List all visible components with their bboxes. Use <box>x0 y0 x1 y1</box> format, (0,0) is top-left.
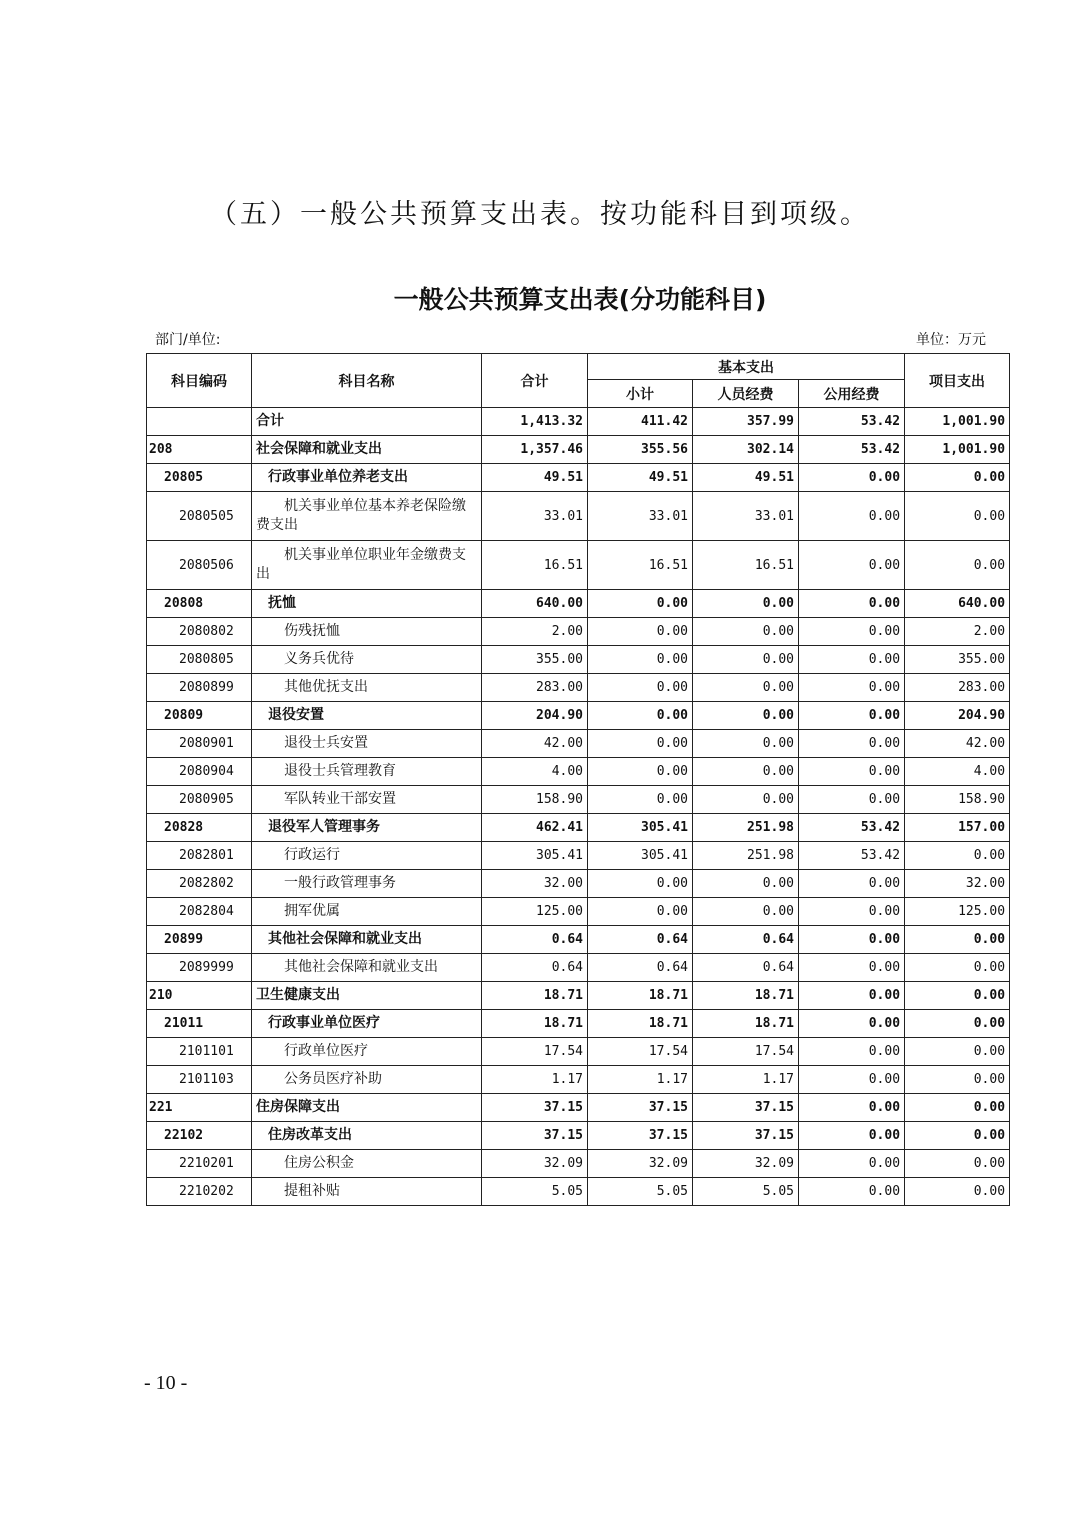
cell-total: 283.00 <box>482 674 588 702</box>
cell-name: 退役士兵管理教育 <box>252 758 482 786</box>
col-header-name: 科目名称 <box>252 354 482 408</box>
cell-project: 158.90 <box>905 786 1010 814</box>
cell-name: 军队转业干部安置 <box>252 786 482 814</box>
cell-subtotal: 411.42 <box>588 408 693 436</box>
cell-subtotal: 32.09 <box>588 1150 693 1178</box>
cell-subtotal: 18.71 <box>588 1010 693 1038</box>
table-row <box>147 408 1010 436</box>
cell-name: 行政运行 <box>252 842 482 870</box>
cell-total: 4.00 <box>482 758 588 786</box>
col-header-project: 项目支出 <box>905 354 1010 408</box>
cell-name: 公务员医疗补助 <box>252 1066 482 1094</box>
cell-code: 2089999 <box>147 954 252 982</box>
cell-personnel: 0.00 <box>693 730 799 758</box>
cell-subtotal: 0.00 <box>588 730 693 758</box>
cell-personnel: 302.14 <box>693 436 799 464</box>
cell-public: 53.42 <box>799 814 905 842</box>
cell-public: 0.00 <box>799 1010 905 1038</box>
cell-subtotal: 305.41 <box>588 842 693 870</box>
cell-code: 20808 <box>147 590 252 618</box>
cell-personnel: 0.00 <box>693 702 799 730</box>
table-row <box>147 646 1010 674</box>
cell-total: 17.54 <box>482 1038 588 1066</box>
cell-public: 0.00 <box>799 590 905 618</box>
cell-public: 0.00 <box>799 1178 905 1206</box>
cell-personnel: 16.51 <box>693 541 799 590</box>
cell-code: 21011 <box>147 1010 252 1038</box>
cell-total: 1.17 <box>482 1066 588 1094</box>
cell-code: 2080899 <box>147 674 252 702</box>
cell-subtotal: 49.51 <box>588 464 693 492</box>
cell-name: 退役士兵安置 <box>252 730 482 758</box>
cell-public: 0.00 <box>799 730 905 758</box>
table-row <box>147 786 1010 814</box>
cell-subtotal: 18.71 <box>588 982 693 1010</box>
cell-total: 0.64 <box>482 926 588 954</box>
cell-public: 0.00 <box>799 1094 905 1122</box>
cell-code: 2082804 <box>147 898 252 926</box>
cell-total: 18.71 <box>482 982 588 1010</box>
cell-code: 22102 <box>147 1122 252 1150</box>
cell-total: 305.41 <box>482 842 588 870</box>
cell-total: 204.90 <box>482 702 588 730</box>
cell-subtotal: 0.00 <box>588 898 693 926</box>
cell-project: 0.00 <box>905 982 1010 1010</box>
cell-total: 5.05 <box>482 1178 588 1206</box>
cell-total: 32.00 <box>482 870 588 898</box>
table-body <box>147 408 1010 1206</box>
cell-public: 0.00 <box>799 982 905 1010</box>
page-number: - 10 - <box>144 1372 188 1394</box>
cell-total: 37.15 <box>482 1094 588 1122</box>
cell-public: 0.00 <box>799 1122 905 1150</box>
cell-public: 0.00 <box>799 1150 905 1178</box>
cell-subtotal: 37.15 <box>588 1094 693 1122</box>
cell-code: 20805 <box>147 464 252 492</box>
col-header-personnel: 人员经费 <box>693 380 799 408</box>
cell-subtotal: 355.56 <box>588 436 693 464</box>
cell-total: 16.51 <box>482 541 588 590</box>
cell-total: 18.71 <box>482 1010 588 1038</box>
table-row <box>147 1038 1010 1066</box>
cell-subtotal: 0.00 <box>588 674 693 702</box>
cell-public: 0.00 <box>799 702 905 730</box>
cell-subtotal: 0.64 <box>588 926 693 954</box>
cell-project: 1,001.90 <box>905 408 1010 436</box>
cell-personnel: 18.71 <box>693 1010 799 1038</box>
table-row <box>147 842 1010 870</box>
table-row <box>147 1094 1010 1122</box>
cell-project: 157.00 <box>905 814 1010 842</box>
cell-public: 0.00 <box>799 870 905 898</box>
cell-project: 0.00 <box>905 464 1010 492</box>
cell-code: 221 <box>147 1094 252 1122</box>
cell-public: 53.42 <box>799 408 905 436</box>
cell-name: 机关事业单位基本养老保险缴费支出 <box>252 492 482 541</box>
cell-project: 0.00 <box>905 1150 1010 1178</box>
cell-subtotal: 305.41 <box>588 814 693 842</box>
cell-code <box>147 408 252 436</box>
cell-subtotal: 33.01 <box>588 492 693 541</box>
cell-public: 0.00 <box>799 464 905 492</box>
cell-total: 462.41 <box>482 814 588 842</box>
cell-name: 机关事业单位职业年金缴费支出 <box>252 541 482 590</box>
cell-code: 2080904 <box>147 758 252 786</box>
table-row <box>147 1066 1010 1094</box>
table-row <box>147 541 1010 590</box>
cell-subtotal: 0.00 <box>588 646 693 674</box>
cell-code: 208 <box>147 436 252 464</box>
cell-name: 住房保障支出 <box>252 1094 482 1122</box>
table-row <box>147 1122 1010 1150</box>
cell-name: 合计 <box>252 408 482 436</box>
cell-code: 20828 <box>147 814 252 842</box>
cell-code: 2080805 <box>147 646 252 674</box>
col-header-code: 科目编码 <box>147 354 252 408</box>
cell-public: 0.00 <box>799 646 905 674</box>
cell-name: 卫生健康支出 <box>252 982 482 1010</box>
cell-public: 0.00 <box>799 898 905 926</box>
cell-name: 其他社会保障和就业支出 <box>252 926 482 954</box>
cell-public: 0.00 <box>799 1066 905 1094</box>
cell-project: 1,001.90 <box>905 436 1010 464</box>
cell-code: 2080505 <box>147 492 252 541</box>
cell-subtotal: 0.00 <box>588 618 693 646</box>
table-row <box>147 758 1010 786</box>
cell-code: 2101101 <box>147 1038 252 1066</box>
cell-name: 一般行政管理事务 <box>252 870 482 898</box>
cell-personnel: 1.17 <box>693 1066 799 1094</box>
cell-project: 0.00 <box>905 1066 1010 1094</box>
cell-subtotal: 17.54 <box>588 1038 693 1066</box>
cell-project: 0.00 <box>905 842 1010 870</box>
cell-project: 0.00 <box>905 1178 1010 1206</box>
table-row <box>147 954 1010 982</box>
department-label: 部门/单位: <box>155 332 221 348</box>
cell-name: 义务兵优待 <box>252 646 482 674</box>
cell-total: 1,357.46 <box>482 436 588 464</box>
cell-total: 355.00 <box>482 646 588 674</box>
cell-total: 37.15 <box>482 1122 588 1150</box>
cell-project: 0.00 <box>905 954 1010 982</box>
table-row <box>147 590 1010 618</box>
cell-personnel: 37.15 <box>693 1094 799 1122</box>
cell-total: 640.00 <box>482 590 588 618</box>
cell-public: 0.00 <box>799 492 905 541</box>
cell-public: 53.42 <box>799 436 905 464</box>
cell-name: 其他优抚支出 <box>252 674 482 702</box>
cell-personnel: 33.01 <box>693 492 799 541</box>
table-row <box>147 926 1010 954</box>
table-row <box>147 464 1010 492</box>
cell-name: 伤残抚恤 <box>252 618 482 646</box>
cell-personnel: 32.09 <box>693 1150 799 1178</box>
cell-personnel: 0.00 <box>693 618 799 646</box>
cell-personnel: 49.51 <box>693 464 799 492</box>
cell-project: 0.00 <box>905 541 1010 590</box>
col-header-subtotal: 小计 <box>588 380 693 408</box>
cell-public: 0.00 <box>799 954 905 982</box>
cell-name: 退役安置 <box>252 702 482 730</box>
cell-project: 283.00 <box>905 674 1010 702</box>
cell-name: 行政单位医疗 <box>252 1038 482 1066</box>
cell-subtotal: 0.00 <box>588 786 693 814</box>
table-title: 一般公共预算支出表(分功能科目) <box>393 285 767 314</box>
cell-subtotal: 0.00 <box>588 870 693 898</box>
cell-subtotal: 37.15 <box>588 1122 693 1150</box>
cell-project: 0.00 <box>905 492 1010 541</box>
cell-code: 2080901 <box>147 730 252 758</box>
table-row <box>147 898 1010 926</box>
cell-project: 2.00 <box>905 618 1010 646</box>
unit-label: 单位：万元 <box>916 332 986 348</box>
section-heading: （五）一般公共预算支出表。按功能科目到项级。 <box>210 199 870 230</box>
cell-project: 204.90 <box>905 702 1010 730</box>
cell-total: 42.00 <box>482 730 588 758</box>
col-header-public: 公用经费 <box>799 380 905 408</box>
cell-name: 住房公积金 <box>252 1150 482 1178</box>
cell-subtotal: 0.64 <box>588 954 693 982</box>
cell-total: 0.64 <box>482 954 588 982</box>
cell-total: 2.00 <box>482 618 588 646</box>
cell-code: 2210201 <box>147 1150 252 1178</box>
cell-name: 抚恤 <box>252 590 482 618</box>
table-row <box>147 618 1010 646</box>
col-header-total: 合计 <box>482 354 588 408</box>
cell-subtotal: 0.00 <box>588 702 693 730</box>
cell-personnel: 251.98 <box>693 814 799 842</box>
cell-project: 32.00 <box>905 870 1010 898</box>
cell-total: 49.51 <box>482 464 588 492</box>
cell-personnel: 0.64 <box>693 926 799 954</box>
table-row <box>147 492 1010 541</box>
cell-project: 0.00 <box>905 1094 1010 1122</box>
cell-total: 158.90 <box>482 786 588 814</box>
cell-personnel: 5.05 <box>693 1178 799 1206</box>
cell-code: 2210202 <box>147 1178 252 1206</box>
cell-public: 0.00 <box>799 674 905 702</box>
table-row <box>147 1010 1010 1038</box>
table-row <box>147 674 1010 702</box>
cell-subtotal: 5.05 <box>588 1178 693 1206</box>
cell-project: 0.00 <box>905 1010 1010 1038</box>
cell-personnel: 357.99 <box>693 408 799 436</box>
cell-public: 0.00 <box>799 786 905 814</box>
cell-name: 其他社会保障和就业支出 <box>252 954 482 982</box>
cell-code: 2080506 <box>147 541 252 590</box>
cell-project: 0.00 <box>905 1038 1010 1066</box>
cell-project: 355.00 <box>905 646 1010 674</box>
cell-code: 20809 <box>147 702 252 730</box>
cell-public: 53.42 <box>799 842 905 870</box>
cell-public: 0.00 <box>799 926 905 954</box>
budget-table <box>146 353 1010 1206</box>
cell-name: 提租补贴 <box>252 1178 482 1206</box>
cell-personnel: 37.15 <box>693 1122 799 1150</box>
cell-code: 2082802 <box>147 870 252 898</box>
cell-public: 0.00 <box>799 758 905 786</box>
table-row <box>147 436 1010 464</box>
cell-personnel: 17.54 <box>693 1038 799 1066</box>
cell-project: 42.00 <box>905 730 1010 758</box>
cell-name: 行政事业单位医疗 <box>252 1010 482 1038</box>
cell-subtotal: 0.00 <box>588 590 693 618</box>
cell-code: 2080802 <box>147 618 252 646</box>
cell-personnel: 0.00 <box>693 758 799 786</box>
cell-name: 住房改革支出 <box>252 1122 482 1150</box>
cell-name: 行政事业单位养老支出 <box>252 464 482 492</box>
cell-code: 2101103 <box>147 1066 252 1094</box>
cell-total: 1,413.32 <box>482 408 588 436</box>
cell-personnel: 251.98 <box>693 842 799 870</box>
cell-code: 210 <box>147 982 252 1010</box>
cell-personnel: 0.00 <box>693 898 799 926</box>
cell-personnel: 0.00 <box>693 786 799 814</box>
cell-public: 0.00 <box>799 1038 905 1066</box>
cell-total: 32.09 <box>482 1150 588 1178</box>
cell-name: 退役军人管理事务 <box>252 814 482 842</box>
cell-code: 20899 <box>147 926 252 954</box>
col-header-basic: 基本支出 <box>588 354 905 380</box>
cell-subtotal: 1.17 <box>588 1066 693 1094</box>
cell-project: 0.00 <box>905 1122 1010 1150</box>
cell-subtotal: 16.51 <box>588 541 693 590</box>
cell-code: 2082801 <box>147 842 252 870</box>
cell-name: 拥军优属 <box>252 898 482 926</box>
cell-personnel: 0.00 <box>693 646 799 674</box>
cell-code: 2080905 <box>147 786 252 814</box>
table-row <box>147 814 1010 842</box>
cell-total: 125.00 <box>482 898 588 926</box>
cell-name: 社会保障和就业支出 <box>252 436 482 464</box>
table-row <box>147 730 1010 758</box>
cell-project: 0.00 <box>905 926 1010 954</box>
cell-project: 125.00 <box>905 898 1010 926</box>
cell-personnel: 0.64 <box>693 954 799 982</box>
cell-project: 640.00 <box>905 590 1010 618</box>
cell-personnel: 0.00 <box>693 674 799 702</box>
cell-public: 0.00 <box>799 541 905 590</box>
table-row <box>147 702 1010 730</box>
table-row <box>147 982 1010 1010</box>
cell-personnel: 18.71 <box>693 982 799 1010</box>
cell-subtotal: 0.00 <box>588 758 693 786</box>
cell-public: 0.00 <box>799 618 905 646</box>
cell-project: 4.00 <box>905 758 1010 786</box>
cell-personnel: 0.00 <box>693 590 799 618</box>
cell-total: 33.01 <box>482 492 588 541</box>
table-row <box>147 870 1010 898</box>
table-row <box>147 1150 1010 1178</box>
cell-personnel: 0.00 <box>693 870 799 898</box>
table-row <box>147 1178 1010 1206</box>
